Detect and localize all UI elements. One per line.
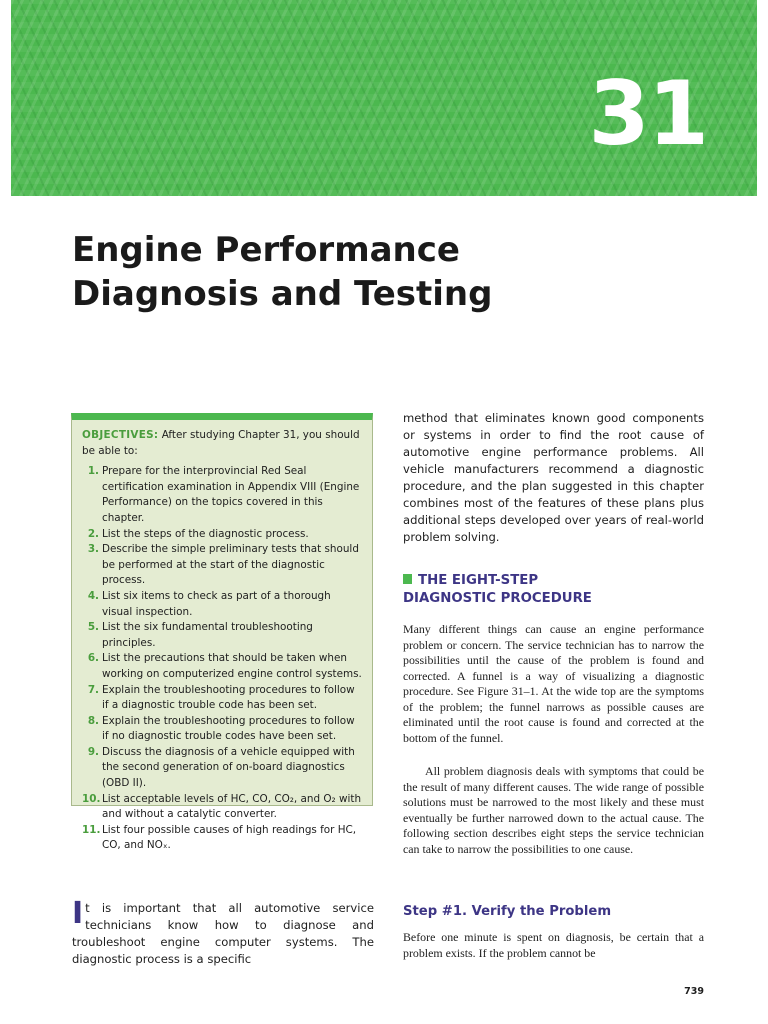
section-heading-line2: DIAGNOSTIC PROCEDURE — [403, 591, 592, 606]
objective-number: 9. — [87, 745, 99, 758]
objective-text: List four possible causes of high readings for HC, CO, and NOₓ. — [102, 823, 357, 852]
section-heading — [403, 572, 704, 608]
chapter-number: 31 — [588, 62, 707, 165]
intro-text: t is important that all automotive service technicians know how to diagnose and troubleshoot engine computer systems. The diagnostic process is a specific — [72, 901, 374, 966]
objective-text: List the six fundamental troubleshooting principles. — [102, 621, 313, 649]
objective-number: 4. — [87, 589, 99, 602]
objective-item — [82, 651, 362, 682]
objectives-box — [71, 413, 373, 852]
objective-number: 2. — [87, 527, 99, 540]
objective-text: Explain the troubleshooting procedures to follow if a diagnostic trouble code has been set. — [102, 683, 355, 712]
objective-item — [82, 464, 362, 526]
objective-text: List the precautions that should be taken when working on computerized engine control systems. — [102, 652, 362, 680]
section-heading-line1 — [403, 572, 704, 590]
objective-item — [82, 745, 362, 792]
body-paragraph-3: Before one minute is spent on diagnosis, be certain that a problem exists. If the problem cannot be — [403, 930, 704, 960]
chapter-title-line2: Diagnosis and Testing — [72, 274, 493, 314]
objective-number: 10. — [82, 792, 101, 805]
objective-text: List acceptable levels of HC, CO, CO₂, and O₂ with and without a catalytic converter. — [102, 792, 362, 821]
objective-item — [82, 620, 362, 651]
body-paragraph-2: All problem diagnosis deals with symptoms that could be the result of many different causes. The wide range of possible solutions must be narrowed to the most likely and these must eventually be further narrowed down to the actual cause. The following section describes eight steps the service technician can take to narrow the possibilities to one cause. — [403, 764, 704, 856]
intro-paragraph — [72, 896, 374, 968]
objective-item — [82, 683, 362, 714]
objective-text: List six items to check as part of a thorough visual inspection. — [102, 589, 331, 618]
objective-number: 1. — [87, 465, 99, 478]
page-number: 739 — [684, 986, 704, 997]
objective-item — [82, 823, 362, 854]
objective-text: Describe the simple preliminary tests that should be performed at the start of the diagnostic process. — [102, 543, 359, 587]
chapter-banner — [11, 0, 757, 196]
drop-cap: I — [72, 896, 84, 931]
objective-text: Discuss the diagnosis of a vehicle equipped with the second generation of on-board diagnostics (OBD II). — [102, 745, 355, 790]
objective-text: Explain the troubleshooting procedures to follow if no diagnostic trouble codes have been set. — [102, 714, 355, 743]
objectives-lead: After studying Chapter 31, you should be able to: — [82, 429, 360, 457]
chapter-title — [72, 228, 672, 316]
step-heading: Step #1. Verify the Problem — [403, 904, 612, 919]
objective-item — [82, 714, 362, 745]
objective-number: 3. — [87, 543, 99, 556]
section-heading-text1: THE EIGHT-STEP — [418, 573, 539, 588]
section-bullet-square — [403, 574, 412, 584]
objective-text: Prepare for the interprovincial Red Seal certification examination in Appendix VIII (Engine Performance) on the topics covered in this chapter. — [102, 465, 360, 524]
objective-item — [82, 527, 362, 543]
objective-text: List the steps of the diagnostic process. — [102, 527, 309, 540]
body-paragraph-1: Many different things can cause an engine performance problem or concern. The service technician has to narrow the possibilities until the cause of the problem is found and corrected. A funnel is a way of visualizing a diagnostic procedure. See Figure 31–1. At the wide top are the symptoms of the problem; the funnel narrows as possible causes are eliminated until the root cause is found and corrected at the bottom of the funnel. — [403, 622, 704, 745]
objective-number: 7. — [87, 683, 99, 696]
objective-number: 6. — [87, 652, 99, 665]
objective-item — [82, 792, 362, 823]
objective-item — [82, 542, 362, 589]
chapter-title-line1: Engine Performance — [72, 230, 460, 270]
objective-number: 8. — [87, 714, 99, 727]
continued-paragraph: method that eliminates known good components or systems in order to find the root cause of automotive engine performance problems. All vehicle manufacturers recommend a diagnostic procedure, and the plan suggested in this chapter combines most of the features of these plans plus additional steps developed over years of real-world problem solving. — [403, 411, 704, 544]
objectives-label: OBJECTIVES: — [82, 429, 159, 441]
objectives-heading — [82, 428, 362, 459]
objective-number: 11. — [82, 823, 101, 836]
objectives-list — [82, 464, 362, 854]
objective-item — [82, 589, 362, 620]
objective-number: 5. — [87, 621, 99, 634]
